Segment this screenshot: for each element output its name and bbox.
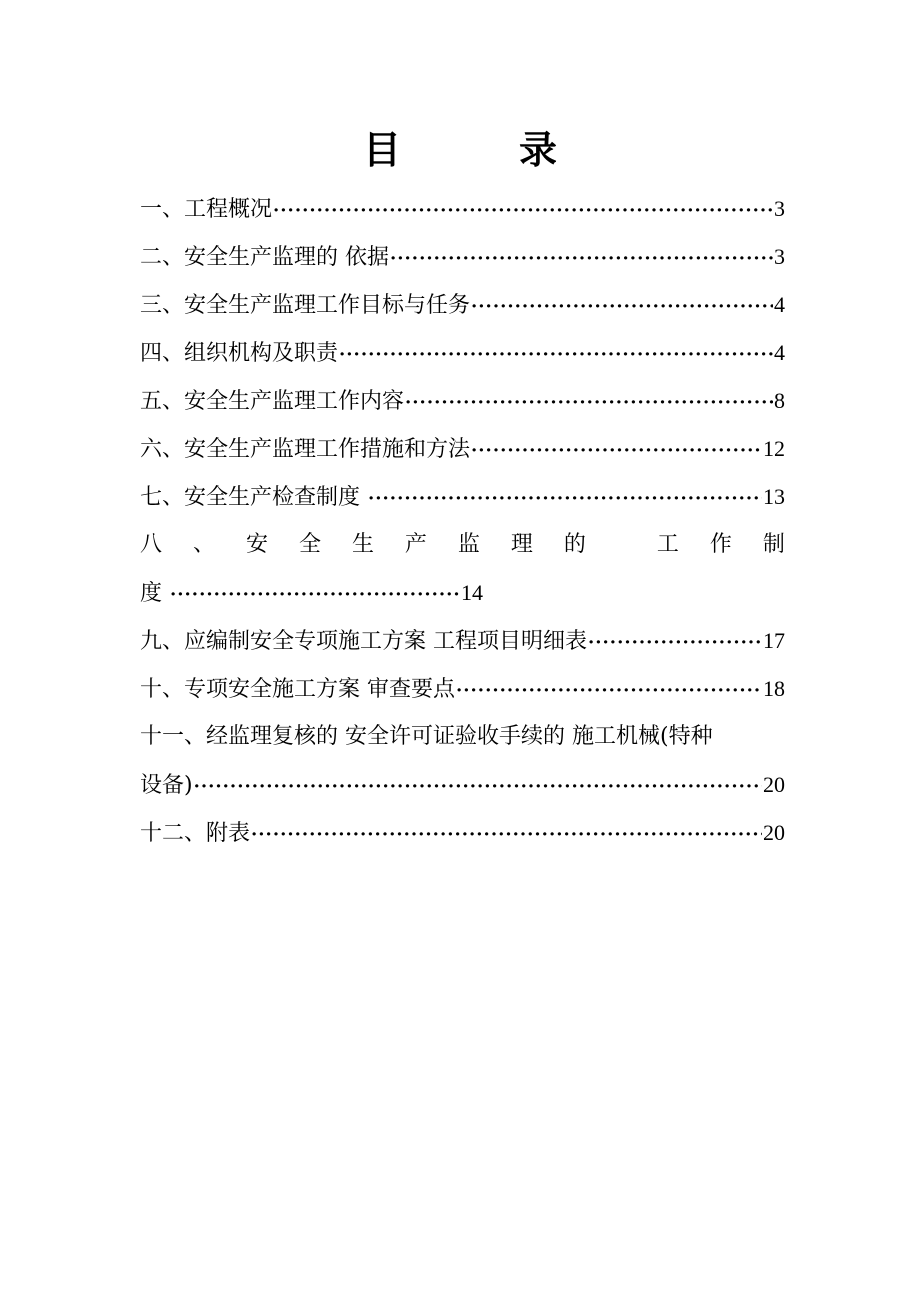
toc-entry-label: 十二、附表	[140, 821, 251, 846]
toc-entry-page: 8	[774, 388, 785, 413]
toc-title: 目 录	[362, 127, 597, 172]
table-of-contents	[140, 185, 785, 857]
leader-dots	[471, 427, 762, 475]
toc-entry-label: 一、工程概况	[140, 197, 273, 222]
toc-entry-4[interactable]	[140, 329, 785, 377]
toc-entry-page: 17	[763, 628, 785, 653]
toc-char: 生	[351, 532, 374, 557]
toc-char: 作	[709, 532, 732, 557]
toc-char: 八	[140, 532, 163, 557]
toc-char: 工	[656, 532, 679, 557]
toc-entry-label: 九、应编制安全专项施工方案 工程项目明细表	[140, 629, 587, 654]
leader-dots	[368, 475, 762, 523]
toc-entry-page: 18	[763, 676, 785, 701]
toc-entry-label: 六、安全生产监理工作措施和方法	[140, 437, 471, 462]
leader-dots	[339, 331, 773, 379]
toc-char: 监	[457, 532, 480, 557]
toc-entry-page: 12	[763, 436, 785, 461]
leader-dots	[456, 667, 762, 715]
toc-entry-page: 14	[461, 580, 483, 605]
leader-dots	[170, 571, 460, 619]
toc-entry-page: 4	[774, 292, 785, 317]
toc-entry-label: 十、专项安全施工方案 审查要点	[140, 677, 455, 702]
toc-entry-12[interactable]	[140, 809, 785, 857]
toc-entry-10[interactable]	[140, 665, 785, 713]
toc-entry-9[interactable]	[140, 617, 785, 665]
toc-entry-2[interactable]	[140, 233, 785, 281]
toc-char: 制	[762, 532, 785, 557]
leader-dots	[390, 235, 773, 283]
toc-char: 理	[510, 532, 533, 557]
toc-entry-3[interactable]	[140, 281, 785, 329]
leader-dots	[471, 283, 773, 331]
toc-entry-page: 3	[774, 244, 785, 269]
toc-entry-page: 20	[763, 772, 785, 797]
leader-dots	[194, 763, 762, 811]
toc-entry-page: 4	[774, 340, 785, 365]
toc-entry-11-line1: 十一、经监理复核的 安全许可证验收手续的 施工机械(特种	[140, 724, 713, 749]
toc-entry-page: 3	[774, 196, 785, 221]
toc-char: 全	[298, 532, 321, 557]
toc-entry-page: 13	[763, 484, 785, 509]
toc-entry-label: 三、安全生产监理工作目标与任务	[140, 293, 471, 318]
toc-entry-label: 设备)	[140, 773, 193, 798]
toc-char: 安	[245, 532, 268, 557]
toc-entry-label: 四、组织机构及职责	[140, 341, 339, 366]
toc-entry-label: 五、安全生产监理工作内容	[140, 389, 405, 414]
toc-entry-8-line2	[140, 569, 785, 617]
toc-entry-1[interactable]	[140, 185, 785, 233]
toc-char: 的	[563, 532, 586, 557]
toc-entry-11[interactable]	[140, 713, 785, 809]
toc-entry-6[interactable]	[140, 425, 785, 473]
toc-entry-page: 20	[763, 820, 785, 845]
leader-dots	[588, 619, 762, 667]
toc-char: 、	[192, 532, 215, 557]
toc-entry-7[interactable]	[140, 473, 785, 521]
toc-entry-5[interactable]	[140, 377, 785, 425]
toc-entry-8[interactable]	[140, 521, 785, 617]
leader-dots	[405, 379, 773, 427]
toc-entry-label: 度	[140, 581, 169, 606]
toc-entry-label: 二、安全生产监理的 依据	[140, 245, 389, 270]
leader-dots	[251, 811, 762, 859]
toc-entry-8-line1	[140, 521, 785, 569]
leader-dots	[273, 187, 773, 235]
toc-char: 产	[404, 532, 427, 557]
toc-entry-11-line2	[140, 761, 785, 809]
toc-entry-label: 七、安全生产检查制度	[140, 485, 367, 510]
